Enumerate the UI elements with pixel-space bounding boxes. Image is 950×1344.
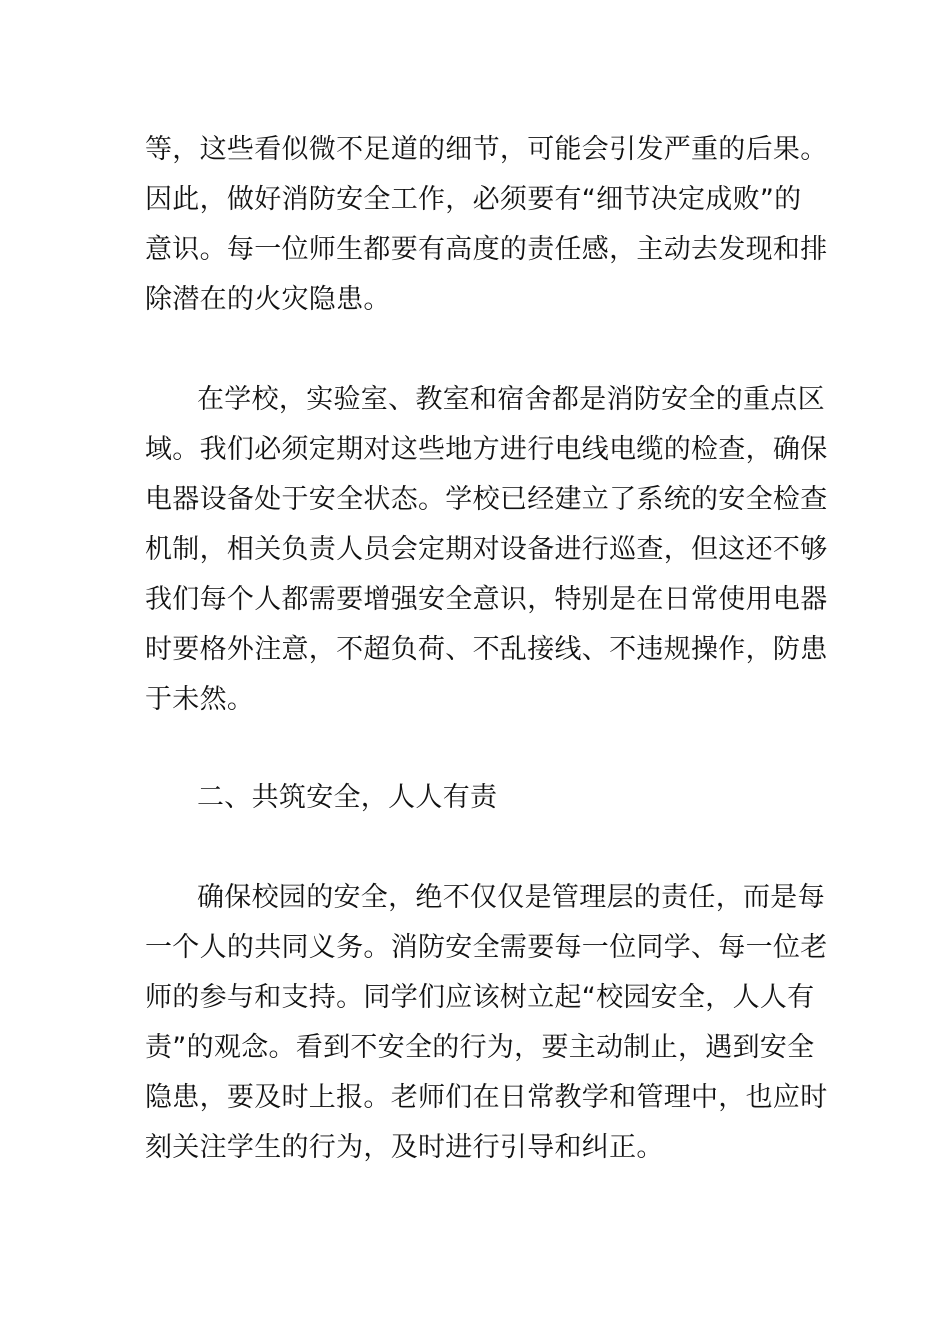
section-heading: 二、共筑安全，人人有责 xyxy=(197,782,498,813)
paragraph-line: 于未然。 xyxy=(145,684,255,715)
paragraph-line: 除潜在的火灾隐患。 xyxy=(145,284,391,315)
paragraph-line: 我们每个人都需要增强安全意识，特别是在日常使用电器 xyxy=(145,584,828,615)
paragraph-line: 时要格外注意，不超负荷、不乱接线、不违规操作，防患 xyxy=(145,634,828,665)
paragraph-line: 师的参与和支持。同学们应该树立起“校园安全，人人有 xyxy=(145,982,815,1013)
paragraph-line: 隐患，要及时上报。老师们在日常教学和管理中，也应时 xyxy=(145,1082,828,1113)
paragraph-line: 域。我们必须定期对这些地方进行电线电缆的检查，确保 xyxy=(145,434,828,465)
paragraph-line: 意识。每一位师生都要有高度的责任感，主动去发现和排 xyxy=(145,234,828,265)
paragraph-line: 确保校园的安全，绝不仅仅是管理层的责任，而是每 xyxy=(197,882,825,913)
paragraph-line: 在学校，实验室、教室和宿舍都是消防安全的重点区 xyxy=(197,384,825,415)
paragraph-line: 机制，相关负责人员会定期对设备进行巡查，但这还不够 xyxy=(145,534,828,565)
paragraph-line: 刻关注学生的行为，及时进行引导和纠正。 xyxy=(145,1132,664,1163)
paragraph-line: 电器设备处于安全状态。学校已经建立了系统的安全检查 xyxy=(145,484,828,515)
paragraph-line: 因此，做好消防安全工作，必须要有“细节决定成败”的 xyxy=(145,184,802,215)
paragraph-line: 等，这些看似微不足道的细节，可能会引发严重的后果。 xyxy=(145,134,828,165)
paragraph-line: 一个人的共同义务。消防安全需要每一位同学、每一位老 xyxy=(145,932,828,963)
paragraph-line: 责”的观念。看到不安全的行为，要主动制止，遇到安全 xyxy=(145,1032,815,1063)
